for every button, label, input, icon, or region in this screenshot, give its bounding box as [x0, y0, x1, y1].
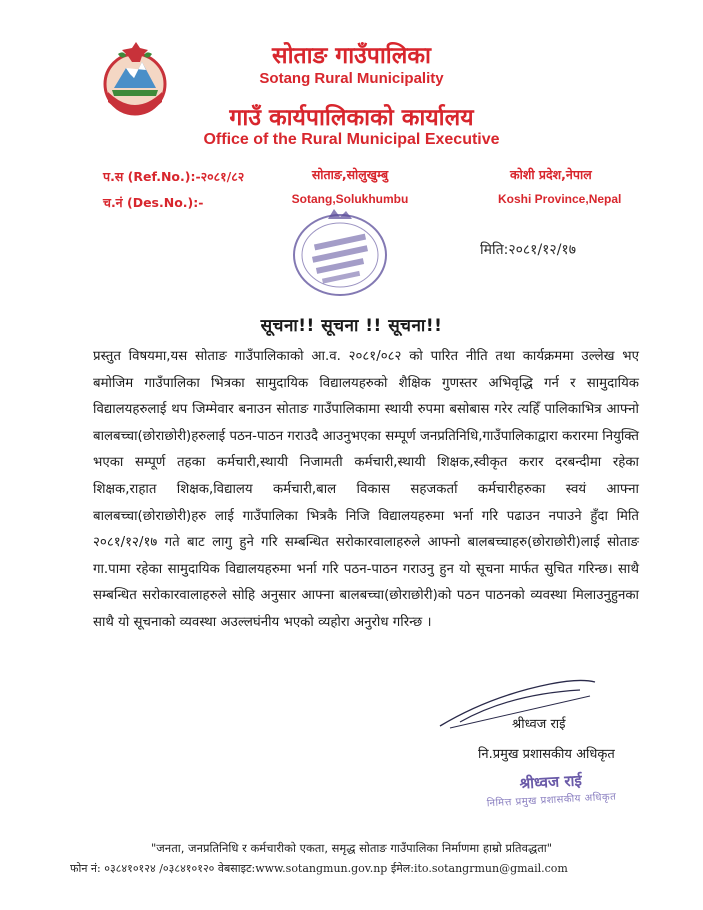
- location-en: Sotang,Solukhumbu: [291, 192, 409, 206]
- stamp-designation: निमित्त प्रमुख प्रशासकीय अधिकृत: [486, 791, 617, 810]
- name-stamp: [485, 769, 617, 810]
- office-name-en: Office of the Rural Municipal Executive: [203, 131, 500, 148]
- notice-date: मिति:२०८१/१२/१७: [480, 242, 576, 258]
- dispatch-number: च.नं (Des.No.):-: [103, 195, 204, 210]
- office-seal-icon: [288, 205, 392, 301]
- province-en: Koshi Province,Nepal: [498, 192, 622, 206]
- municipality-name-np: सोताङ गाउँपालिका: [272, 43, 431, 69]
- notice-title: सूचना!! सूचना !! सूचना!!: [260, 316, 443, 336]
- province-np: कोशी प्रदेश,नेपाल: [510, 167, 592, 182]
- location-np: सोताङ,सोलुखुम्बु: [311, 167, 389, 182]
- notice-body: प्रस्तुत विषयमा,यस सोताङ गाउँपालिकाको आ.व. २०८१/०८२ को पारित नीति तथा कार्यक्रममा उल्लेख भए बमोजिम गाउँपालिका भित्रका सामुदायिक विद्यालयहरुको शैक्षिक गुणस्तर अभिवृद्धि गर्न र सामुदायिक विद्यालयहरुलाई थप जिम्मेवार बनाउन सोताङ गाउँपालिकामा स्थायी रुपमा बसोबास गरेर त्यहिँ पालिकाभित्र आफ्नो बालबच्चा(छोराछोरी)हरुलाई पठन-पाठन गराउदै आउनुभएका सम्पूर्ण जनप्रतिनिधि,गाउँपालिकाद्वारा करारमा नियुक्ति भएका सम्पूर्ण तहका कर्मचारी,स्थायी निजामती कर्मचारी,स्थायी शिक्षक,स्वीकृत करार दरबन्दीमा रहेका शिक्षक,राहात शिक्षक,विद्यालय कर्मचारी,बाल विकास सहजकर्ता कर्मचारीहरुका स्वयं आफ्ना बालबच्चा(छोराछोरी)हरु लाई गाउँपालिका भित्रकै निजि विद्यालयहरुमा भर्ना गरि पढाउन नपाउने हुँदा मिति २०८१/१२/१७ गते बाट लागु हुने गरि सम्बन्धित सरोकारवालाहरुले आफ्नो बालबच्चाहरु(छोराछोरी)लाई सोताङ गा.पामा रहेका सामुदायिक विद्यालयहरुमा भर्ना गरि पठन-पाठन गराउनु हुन यो सूचना मार्फत सुचित गरिन्छ। साथै सम्बन्धित सरोकारवालाहरुले सोहि अनुसार आफ्ना बालबच्चा(छोराछोरी)को पठन पाठनको व्यवस्था मिलाउनुहुनका साथै यो सूचनाको व्यवस्था अउल्लघंनीय भएको व्यहोरा अनुरोध गरिन्छ ।: [93, 349, 639, 630]
- office-name-np: गाउँ कार्यपालिकाको कार्यालय: [229, 105, 474, 131]
- signer-designation: नि.प्रमुख प्रशासकीय अधिकृत: [478, 747, 615, 762]
- ref-number: प.स (Ref.No.):-२०८१/८२: [103, 169, 245, 184]
- municipality-name-en: Sotang Rural Municipality: [259, 70, 444, 87]
- signer-name: श्रीध्वज राई: [512, 717, 566, 732]
- footer-slogan: "जनता, जनप्रतिनिधि र कर्मचारीको एकता, समृद्ध सोताङ गाउँपालिका निर्माणमा हाम्रो प्रतिवद्धता": [150, 841, 553, 855]
- footer-contact: फोन नं: ०३८४१०१२४ /०३८४१०१२० वेबसाइट:www.sotangmun.gov.np ईमेल:ito.sotangrmun@gmail.com: [70, 862, 568, 875]
- stamp-name: श्रीध्वज राई: [519, 771, 583, 793]
